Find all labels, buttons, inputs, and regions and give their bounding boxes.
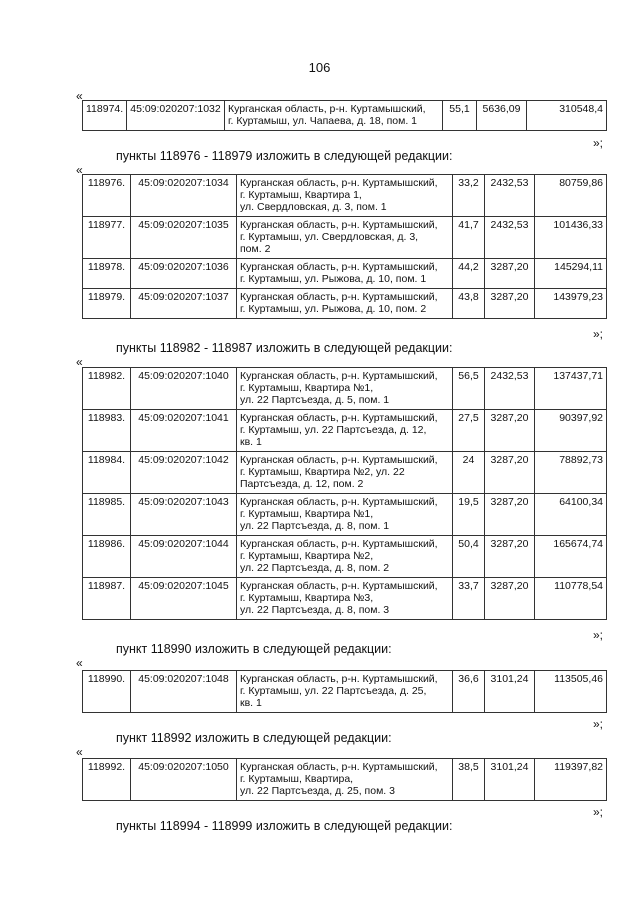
row-number: 118992. bbox=[83, 759, 131, 801]
open-quote: « bbox=[76, 89, 83, 103]
amount-cell: 145294,11 bbox=[535, 259, 607, 289]
cadastral-number: 45:09:020207:1043 bbox=[131, 494, 237, 536]
area-cell: 43,8 bbox=[453, 289, 485, 319]
table-row bbox=[83, 175, 607, 217]
instruction-text: пункты 118994 - 118999 изложить в следующей редакции: bbox=[116, 819, 453, 833]
rate-cell: 2432,53 bbox=[485, 217, 535, 259]
amount-cell: 78892,73 bbox=[535, 452, 607, 494]
rate-cell: 3101,24 bbox=[485, 759, 535, 801]
close-quote: »; bbox=[592, 136, 603, 150]
address-cell: Курганская область, р-н. Куртамышский, г. Куртамыш, Квартира №1, ул. 22 Партсъезда, д. 8, пом. 1 bbox=[237, 494, 453, 536]
area-cell: 44,2 bbox=[453, 259, 485, 289]
amount-cell: 143979,23 bbox=[535, 289, 607, 319]
amount-cell: 110778,54 bbox=[535, 578, 607, 620]
row-number: 118974. bbox=[83, 101, 127, 131]
area-cell: 33,7 bbox=[453, 578, 485, 620]
cadastral-number: 45:09:020207:1035 bbox=[131, 217, 237, 259]
amount-cell: 101436,33 bbox=[535, 217, 607, 259]
rate-cell: 5636,09 bbox=[477, 101, 527, 131]
page-number: 106 bbox=[308, 60, 331, 75]
cadastral-number: 45:09:020207:1041 bbox=[131, 410, 237, 452]
address-cell: Курганская область, р-н. Куртамышский, г. Куртамыш, Квартира №3, ул. 22 Партсъезда, д. 8, пом. 3 bbox=[237, 578, 453, 620]
rate-cell: 3287,20 bbox=[485, 494, 535, 536]
table-row bbox=[83, 368, 607, 410]
cadastral-number: 45:09:020207:1036 bbox=[131, 259, 237, 289]
row-number: 118977. bbox=[83, 217, 131, 259]
table-row bbox=[83, 494, 607, 536]
area-cell: 55,1 bbox=[443, 101, 477, 131]
table-row bbox=[83, 217, 607, 259]
address-cell: Курганская область, р-н. Куртамышский, г. Куртамыш, Квартира №2, ул. 22 Партсъезда, д. 12, пом. 2 bbox=[237, 452, 453, 494]
amount-cell: 80759,86 bbox=[535, 175, 607, 217]
close-quote: »; bbox=[592, 628, 603, 642]
rate-cell: 3287,20 bbox=[485, 410, 535, 452]
row-number: 118986. bbox=[83, 536, 131, 578]
area-cell: 36,6 bbox=[453, 671, 485, 713]
rate-cell: 3287,20 bbox=[485, 578, 535, 620]
cadastral-number: 45:09:020207:1042 bbox=[131, 452, 237, 494]
area-cell: 19,5 bbox=[453, 494, 485, 536]
rate-cell: 3287,20 bbox=[485, 259, 535, 289]
cadastral-number: 45:09:020207:1044 bbox=[131, 536, 237, 578]
amount-cell: 165674,74 bbox=[535, 536, 607, 578]
rate-cell: 2432,53 bbox=[485, 175, 535, 217]
area-cell: 33,2 bbox=[453, 175, 485, 217]
table-row bbox=[83, 101, 607, 131]
address-cell: Курганская область, р-н. Куртамышский, г. Куртамыш, ул. Свердловская, д. 3, пом. 2 bbox=[237, 217, 453, 259]
open-quote: « bbox=[76, 656, 83, 670]
cadastral-number: 45:09:020207:1032 bbox=[127, 101, 225, 131]
amount-cell: 119397,82 bbox=[535, 759, 607, 801]
rate-cell: 3287,20 bbox=[485, 289, 535, 319]
address-cell: Курганская область, р-н. Куртамышский, г. Куртамыш, ул. Рыжова, д. 10, пом. 2 bbox=[237, 289, 453, 319]
instruction-text: пункты 118976 - 118979 изложить в следующей редакции: bbox=[116, 149, 453, 163]
address-cell: Курганская область, р-н. Куртамышский, г. Куртамыш, ул. Рыжова, д. 10, пом. 1 bbox=[237, 259, 453, 289]
row-number: 118979. bbox=[83, 289, 131, 319]
row-number: 118978. bbox=[83, 259, 131, 289]
row-number: 118983. bbox=[83, 410, 131, 452]
instruction-text: пункт 118990 изложить в следующей редакции: bbox=[116, 642, 392, 656]
table-row bbox=[83, 452, 607, 494]
row-number: 118982. bbox=[83, 368, 131, 410]
row-number: 118984. bbox=[83, 452, 131, 494]
area-cell: 27,5 bbox=[453, 410, 485, 452]
table-row bbox=[83, 671, 607, 713]
row-number: 118985. bbox=[83, 494, 131, 536]
address-cell: Курганская область, р-н. Куртамышский, г. Куртамыш, Квартира 1, ул. Свердловская, д. 3, пом. 1 bbox=[237, 175, 453, 217]
row-number: 118976. bbox=[83, 175, 131, 217]
address-cell: Курганская область, р-н. Куртамышский, г. Куртамыш, ул. Чапаева, д. 18, пом. 1 bbox=[225, 101, 443, 131]
cadastral-number: 45:09:020207:1037 bbox=[131, 289, 237, 319]
cadastral-number: 45:09:020207:1040 bbox=[131, 368, 237, 410]
amount-cell: 90397,92 bbox=[535, 410, 607, 452]
amount-cell: 64100,34 bbox=[535, 494, 607, 536]
close-quote: »; bbox=[592, 805, 603, 819]
instruction-text: пункт 118992 изложить в следующей редакции: bbox=[116, 731, 392, 745]
address-cell: Курганская область, р-н. Куртамышский, г. Куртамыш, ул. 22 Партсъезда, д. 25, кв. 1 bbox=[237, 671, 453, 713]
rate-cell: 2432,53 bbox=[485, 368, 535, 410]
amount-cell: 137437,71 bbox=[535, 368, 607, 410]
rate-cell: 3101,24 bbox=[485, 671, 535, 713]
address-cell: Курганская область, р-н. Куртамышский, г. Куртамыш, ул. 22 Партсъезда, д. 12, кв. 1 bbox=[237, 410, 453, 452]
address-cell: Курганская область, р-н. Куртамышский, г. Куртамыш, Квартира №2, ул. 22 Партсъезда, д. 8, пом. 2 bbox=[237, 536, 453, 578]
registry-table bbox=[82, 670, 607, 713]
area-cell: 41,7 bbox=[453, 217, 485, 259]
close-quote: »; bbox=[592, 327, 603, 341]
open-quote: « bbox=[76, 163, 83, 177]
area-cell: 56,5 bbox=[453, 368, 485, 410]
address-cell: Курганская область, р-н. Куртамышский, г. Куртамыш, Квартира №1, ул. 22 Партсъезда, д. 5, пом. 1 bbox=[237, 368, 453, 410]
registry-table bbox=[82, 367, 607, 620]
row-number: 118990. bbox=[83, 671, 131, 713]
rate-cell: 3287,20 bbox=[485, 536, 535, 578]
cadastral-number: 45:09:020207:1034 bbox=[131, 175, 237, 217]
registry-table bbox=[82, 174, 607, 319]
table-row bbox=[83, 410, 607, 452]
open-quote: « bbox=[76, 745, 83, 759]
area-cell: 50,4 bbox=[453, 536, 485, 578]
cadastral-number: 45:09:020207:1050 bbox=[131, 759, 237, 801]
registry-table bbox=[82, 758, 607, 801]
table-row bbox=[83, 289, 607, 319]
registry-table bbox=[82, 100, 607, 131]
instruction-text: пункты 118982 - 118987 изложить в следующей редакции: bbox=[116, 341, 453, 355]
address-cell: Курганская область, р-н. Куртамышский, г. Куртамыш, Квартира, ул. 22 Партсъезда, д. 25, пом. 3 bbox=[237, 759, 453, 801]
close-quote: »; bbox=[592, 717, 603, 731]
table-row bbox=[83, 259, 607, 289]
area-cell: 24 bbox=[453, 452, 485, 494]
amount-cell: 113505,46 bbox=[535, 671, 607, 713]
area-cell: 38,5 bbox=[453, 759, 485, 801]
rate-cell: 3287,20 bbox=[485, 452, 535, 494]
cadastral-number: 45:09:020207:1045 bbox=[131, 578, 237, 620]
amount-cell: 310548,4 bbox=[527, 101, 607, 131]
table-row bbox=[83, 536, 607, 578]
open-quote: « bbox=[76, 355, 83, 369]
cadastral-number: 45:09:020207:1048 bbox=[131, 671, 237, 713]
row-number: 118987. bbox=[83, 578, 131, 620]
table-row bbox=[83, 578, 607, 620]
table-row bbox=[83, 759, 607, 801]
